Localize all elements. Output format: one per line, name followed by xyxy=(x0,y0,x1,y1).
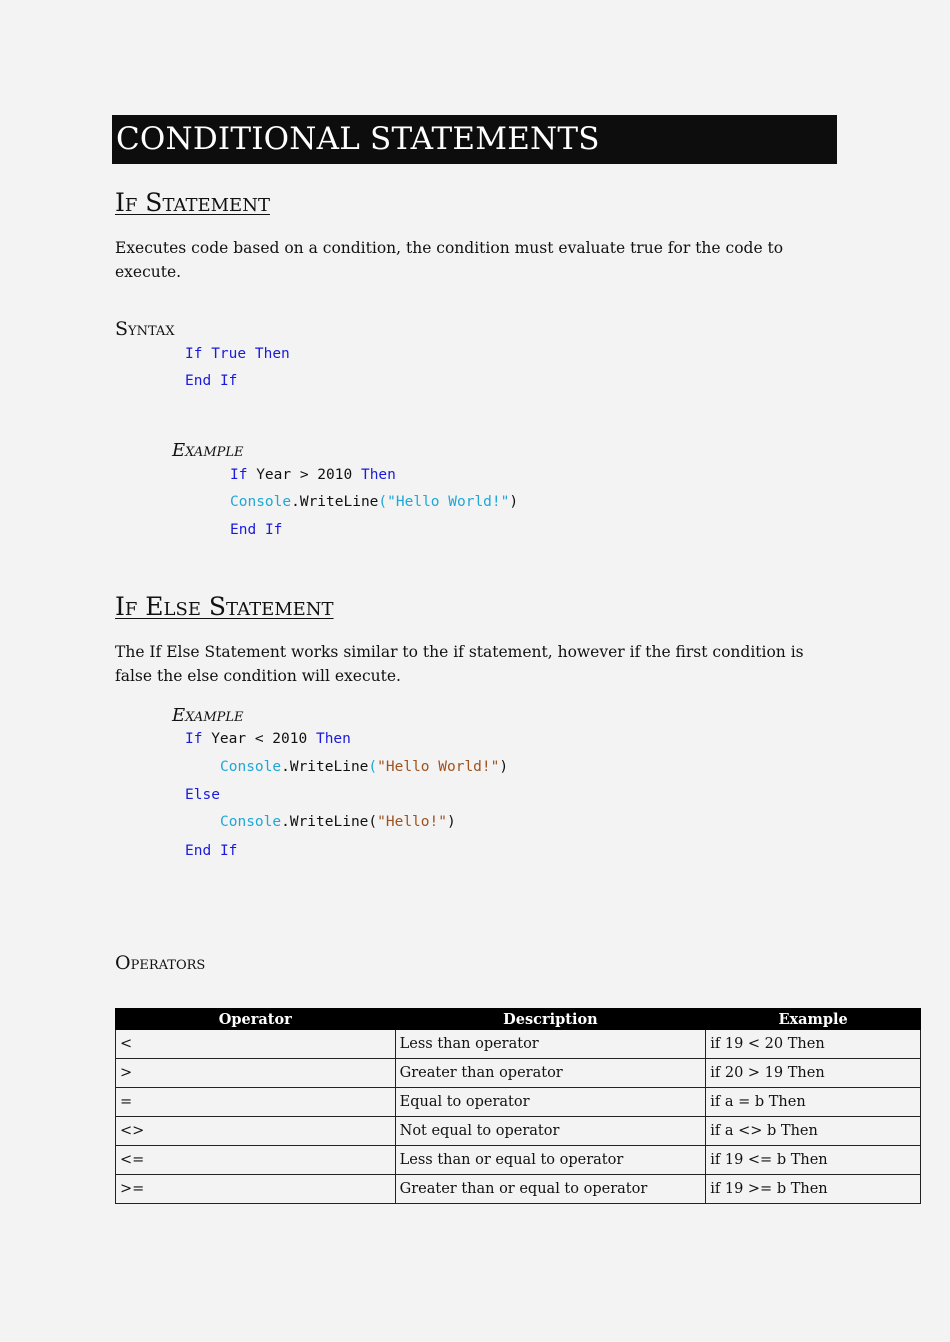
column-header-example: Example xyxy=(706,1009,921,1030)
table-row xyxy=(116,1030,921,1059)
description-cell: Greater than or equal to operator xyxy=(395,1175,706,1204)
syntax-code-line-1: If True Then xyxy=(185,346,290,362)
operators-heading: Operators xyxy=(115,952,206,974)
if-example-line-1: If Year > 2010 Then xyxy=(230,467,396,483)
if-else-example-line-5: End If xyxy=(185,843,238,859)
if-else-example-line-4: Console.WriteLine("Hello!") xyxy=(220,814,456,830)
description-cell: Equal to operator xyxy=(395,1088,706,1117)
example-cell: if 19 <= b Then xyxy=(706,1146,921,1175)
operator-cell: <= xyxy=(116,1146,396,1175)
if-statement-heading: If Statement xyxy=(115,188,270,217)
example-cell: if a = b Then xyxy=(706,1088,921,1117)
example-cell: if 20 > 19 Then xyxy=(706,1059,921,1088)
table-row xyxy=(116,1059,921,1088)
description-cell: Less than or equal to operator xyxy=(395,1146,706,1175)
if-else-description: The If Else Statement works similar to the if statement, however if the first condition is false the else condition will execute. xyxy=(115,643,804,685)
operator-cell: >= xyxy=(116,1175,396,1204)
table-row xyxy=(116,1088,921,1117)
syntax-heading: Syntax xyxy=(115,318,175,340)
if-else-example-line-3: Else xyxy=(185,787,220,803)
example-cell: if 19 < 20 Then xyxy=(706,1030,921,1059)
example-cell: if 19 >= b Then xyxy=(706,1175,921,1204)
example-cell: if a <> b Then xyxy=(706,1117,921,1146)
operator-cell: > xyxy=(116,1059,396,1088)
description-cell: Less than operator xyxy=(395,1030,706,1059)
if-else-example-line-1: If Year < 2010 Then xyxy=(185,731,351,747)
syntax-code-line-2: End If xyxy=(185,373,238,389)
operator-cell: <> xyxy=(116,1117,396,1146)
table-row xyxy=(116,1175,921,1204)
if-example-line-2: Console.WriteLine("Hello World!") xyxy=(230,494,519,510)
table-row xyxy=(116,1117,921,1146)
description-cell: Greater than operator xyxy=(395,1059,706,1088)
operators-table xyxy=(115,1008,921,1204)
description-cell: Not equal to operator xyxy=(395,1117,706,1146)
if-else-statement-heading: If Else Statement xyxy=(115,592,334,621)
operator-cell: = xyxy=(116,1088,396,1117)
column-header-description: Description xyxy=(395,1009,706,1030)
table-header-row xyxy=(116,1009,921,1030)
operator-cell: < xyxy=(116,1030,396,1059)
if-statement-description: Executes code based on a condition, the condition must evaluate true for the code to execute. xyxy=(115,239,784,281)
page-title: CONDITIONAL STATEMENTS xyxy=(112,115,837,164)
if-example-heading: Example xyxy=(172,440,244,461)
column-header-operator: Operator xyxy=(116,1009,396,1030)
if-else-example-heading: Example xyxy=(172,705,244,726)
if-else-example-line-2: Console.WriteLine("Hello World!") xyxy=(220,759,509,775)
if-example-line-3: End If xyxy=(230,522,283,538)
table-row xyxy=(116,1146,921,1175)
